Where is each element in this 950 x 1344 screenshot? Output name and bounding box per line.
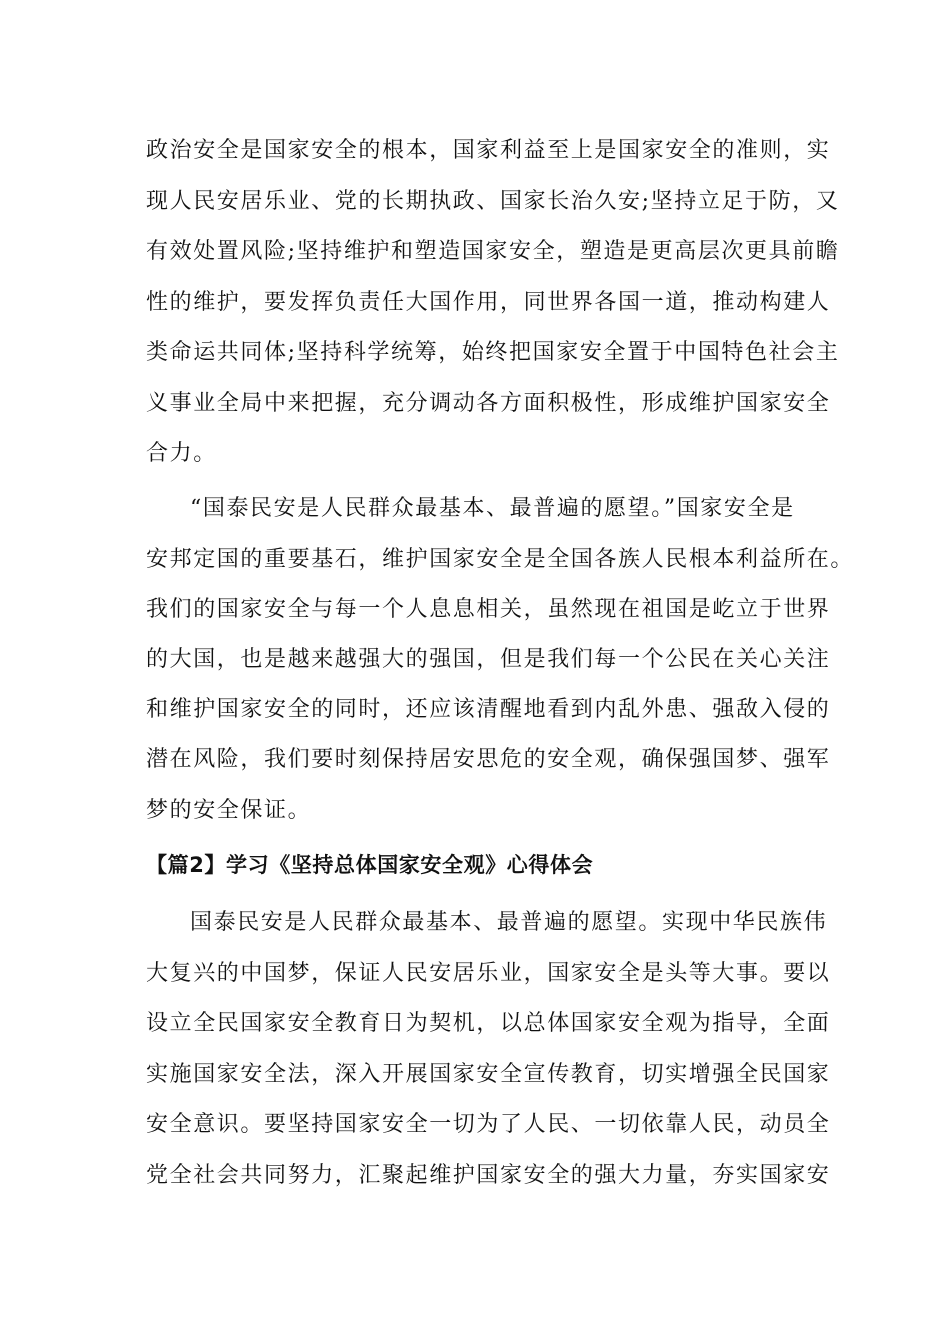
text-line: 潜在风险，我们要时刻保持居安思危的安全观，确保强国梦、强军 <box>146 747 831 772</box>
text-line: 合力。 <box>146 441 217 466</box>
text-line: 党全社会共同努力，汇聚起维护国家安全的强大力量，夯实国家安 <box>146 1163 831 1188</box>
text-line: 大复兴的中国梦，保证人民安居乐业，国家安全是头等大事。要以 <box>146 961 831 986</box>
text-line: 政治安全是国家安全的根本，国家利益至上是国家安全的准则，实 <box>146 138 831 163</box>
text-line: 现人民安居乐业、党的长期执政、国家长治久安;坚持立足于防，又 <box>146 189 840 214</box>
text-line: “国泰民安是人民群众最基本、最普遍的愿望。”国家安全是 <box>190 496 795 521</box>
text-line: 类命运共同体;坚持科学统筹，始终把国家安全置于中国特色社会主 <box>146 340 840 365</box>
text-line: 安全意识。要坚持国家安全一切为了人民、一切依靠人民，动员全 <box>146 1112 831 1137</box>
text-line: 的大国，也是越来越强大的强国，但是我们每一个公民在关心关注 <box>146 647 831 672</box>
text-line: 实施国家安全法，深入开展国家安全宣传教育，切实增强全民国家 <box>146 1062 831 1087</box>
text-line: 性的维护，要发挥负责任大国作用，同世界各国一道，推动构建人 <box>146 290 831 315</box>
text-line: 设立全民国家安全教育日为契机，以总体国家安全观为指导，全面 <box>146 1011 831 1036</box>
text-line: 我们的国家安全与每一个人息息相关，虽然现在祖国是屹立于世界 <box>146 597 831 622</box>
text-line: 义事业全局中来把握，充分调动各方面积极性，形成维护国家安全 <box>146 391 831 416</box>
text-line: 梦的安全保证。 <box>146 798 312 823</box>
text-line: 有效处置风险;坚持维护和塑造国家安全，塑造是更高层次更具前瞻 <box>146 239 840 264</box>
text-line: 国泰民安是人民群众最基本、最普遍的愿望。实现中华民族伟 <box>190 910 828 935</box>
text-line: 和维护国家安全的同时，还应该清醒地看到内乱外患、强敌入侵的 <box>146 697 831 722</box>
text-line: 安邦定国的重要基石，维护国家安全是全国各族人民根本利益所在。 <box>146 547 855 572</box>
section-heading: 【篇2】学习《坚持总体国家安全观》心得体会 <box>146 853 594 877</box>
